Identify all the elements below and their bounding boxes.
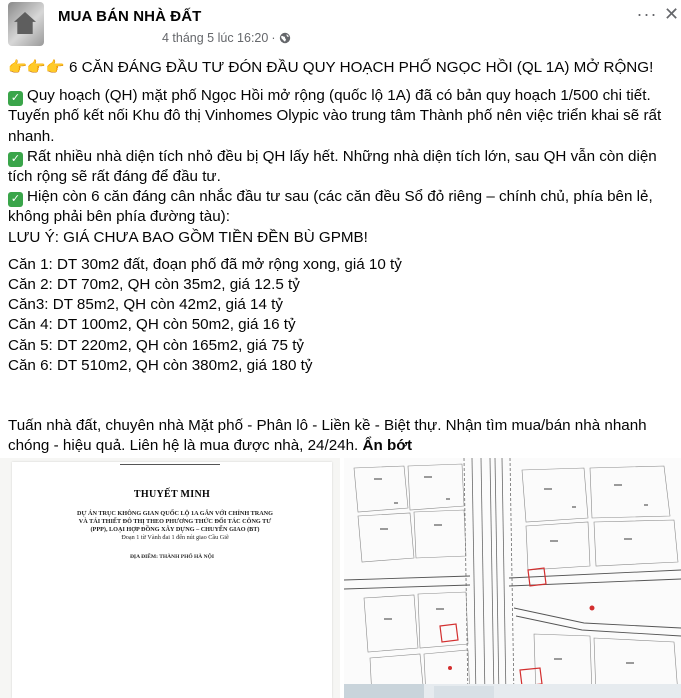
page-name[interactable]: MUA BÁN NHÀ ĐẤT: [58, 8, 202, 25]
paragraph-3-line-1: Hiện còn 6 căn đáng cân nhắc đầu tư sau (các căn đều Sổ đỏ riêng – chính chủ, phía bên lẻ,: [27, 188, 653, 206]
document-subtitle-line-4: Đoạn 1 từ Vành đai 1 đến nút giao Cầu Giẽ: [121, 534, 229, 541]
see-less-link[interactable]: Ẩn bớt: [362, 437, 413, 455]
document-header-rule: [120, 464, 220, 465]
price-note: LƯU Ý: GIÁ CHƯA BAO GỒM TIỀN ĐỀN BÙ GPMB!: [8, 228, 368, 246]
document-subtitle-line-3: (PPP), LOẠI HỢP ĐỒNG XÂY DỰNG – CHUYỂN GIAO (BT): [90, 526, 260, 533]
check-mark-icon: ✓: [8, 192, 23, 207]
headline-text: 6 CĂN ĐÁNG ĐẦU TƯ ĐÓN ĐẦU QUY HOẠCH PHỐ NGỌC HỒI (QL 1A) MỞ RỘNG!: [68, 59, 654, 76]
document-page: [12, 462, 332, 698]
document-subtitle-line-1: DỰ ÁN TRỤC KHÔNG GIAN QUỐC LỘ 1A GẮN VỚI CHỈNH TRANG: [77, 510, 273, 517]
document-subtitle-line-2: VÀ TÁI THIẾT ĐÔ THỊ THEO PHƯƠNG THỨC ĐỐI TÁC CÔNG TƯ: [78, 518, 272, 525]
paragraph-2-line-2: tích rộng sẽ rất đáng để đầu tư.: [8, 168, 221, 186]
close-icon: ✕: [664, 4, 680, 24]
check-mark-icon: ✓: [8, 152, 23, 167]
document-location: ĐỊA ĐIỂM: THÀNH PHỐ HÀ NỘI: [129, 554, 215, 560]
paragraph-3-line-2: không phải bên phía đường tàu):: [8, 208, 230, 226]
paragraph-1-line-3: nhanh.: [8, 127, 55, 145]
paragraph-2: [8, 147, 676, 167]
post-body: [8, 58, 676, 456]
paragraph-1-line-1: Quy hoạch (QH) mặt phố Ngọc Hồi mở rộng (quốc lộ 1A) đã có bản quy hoạch 1/500 chi tiết.: [27, 87, 651, 105]
listing-6: Căn 6: DT 510m2, QH còn 380m2, giá 180 tỷ: [8, 356, 313, 374]
paragraph-3: [8, 187, 676, 207]
planning-map-image[interactable]: [344, 458, 681, 698]
globe-icon: [279, 32, 291, 44]
footer-line-2: [8, 436, 676, 456]
check-mark-icon: ✓: [8, 91, 23, 106]
footer-line-2-text: chóng - hiệu quả. Liên hệ là mua được nhà, 24/24h.: [8, 437, 359, 455]
paragraph-2-line-1: Rất nhiều nhà diện tích nhỏ đều bị QH lấy hết. Những nhà diện tích lớn, sau QH vẫn còn diện: [27, 147, 657, 165]
paragraph-1: [8, 86, 676, 106]
headline: [8, 58, 676, 78]
document-subtitle: [30, 510, 320, 542]
meta-separator: ·: [271, 31, 276, 45]
document-title: THUYẾT MINH: [133, 489, 211, 500]
close-button[interactable]: [664, 4, 680, 26]
planning-map: [344, 458, 681, 698]
listing-4: Căn 4: DT 100m2, QH còn 50m2, giá 16 tỷ: [8, 316, 296, 334]
listing-3: Căn3: DT 85m2, QH còn 42m2, giá 14 tỷ: [8, 296, 283, 314]
post-meta: [162, 31, 291, 45]
paragraph-1-line-2: Tuyến phố kết nối Khu đô thị Vinhomes Olypic vào trung tâm Thành phố nên việc triển khai sẽ rất: [8, 107, 662, 125]
listing-2: Căn 2: DT 70m2, QH còn 35m2, giá 12.5 tỷ: [8, 276, 300, 294]
listing-5: Căn 5: DT 220m2, QH còn 165m2, giá 75 tỷ: [8, 336, 305, 354]
post-timestamp[interactable]: 4 tháng 5 lúc 16:20: [162, 31, 269, 45]
footer-line-1: Tuấn nhà đất, chuyên nhà Mặt phố - Phân lô - Liền kề - Biệt thự. Nhận tìm mua/bán nhà nhanh: [8, 417, 647, 435]
document-image[interactable]: [0, 458, 340, 698]
more-dots-icon: ···: [636, 4, 658, 24]
more-options-button[interactable]: [633, 6, 661, 26]
post-header: [0, 0, 681, 52]
pointing-hand-emoji: 👉👉👉: [8, 59, 65, 76]
listing-1: Căn 1: DT 30m2 đất, đoạn phố đã mở rộng xong, giá 10 tỷ: [8, 255, 402, 273]
page-avatar[interactable]: [8, 2, 44, 46]
